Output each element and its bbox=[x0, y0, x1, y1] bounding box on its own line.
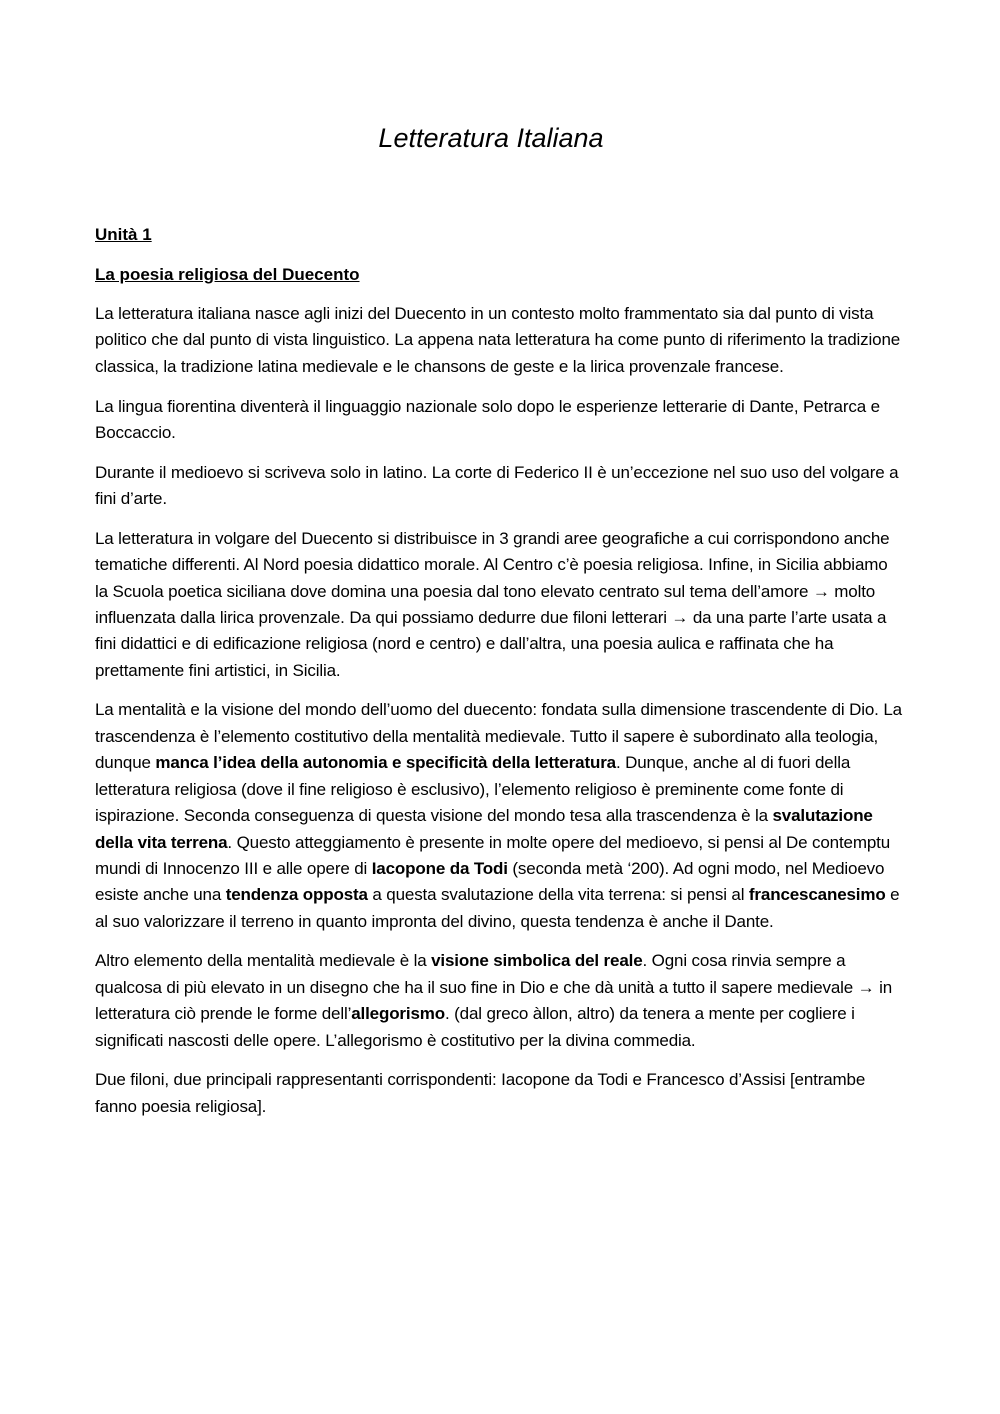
bold-run: Iacopone da Todi bbox=[371, 858, 508, 878]
bold-run: tendenza opposta bbox=[225, 885, 368, 905]
document-title: Letteratura Italiana bbox=[378, 123, 604, 153]
paragraph-geographic-areas: La letteratura in volgare del Duecento si distribuisce in 3 grandi aree geografiche a cui corrispondono anche tematiche differenti. Al Nord poesia didattico morale. Al Centro c’è poesia religiosa. Infine, in Sicilia abbiamo la Scuola poetica siciliana dove domina una poesia dal tono elevato centrato sul tema dell’amore → molto influenzata dalla lirica provenzale. Da qui possiamo dedurre due filoni letterari → da una parte l’arte usata a fini didattici e di edificazione religiosa (nord e centro) e dall’altra, una poesia aulica e raffinata che ha prettamente fini artistici, in Sicilia. bbox=[95, 528, 890, 680]
text-run: a questa svalutazione della vita terrena: si pensi al bbox=[367, 885, 749, 905]
text-run: Altro elemento della mentalità medievale è la bbox=[95, 951, 432, 971]
text-run: . Dunque, anche al di fuori della letteratura religiosa (dove il fine religioso è esclusivo), l’elemento religioso è preminente come fonte di ispirazione. Seconda conseguenza di questa visione del mondo tesa alla trascendenza è la bbox=[95, 753, 851, 826]
bold-run: manca l’idea della autonomia e specificità della letteratura bbox=[155, 753, 616, 773]
text-run: La mentalità e la visione del mondo dell’uomo del duecento: fondata sulla dimensione trascendente di Dio. La trascendenza è l’elemento costitutivo della mentalità medievale. Tutto il sapere è subordinato alla teologia, dunque bbox=[95, 700, 902, 773]
text-run: . (dal greco àllon, altro) da tenera a mente per cogliere i significati nascosti delle opere. L’allegorismo è costitutivo per la divina commedia. bbox=[95, 1004, 855, 1050]
text-run: . Ogni cosa rinvia sempre a qualcosa di più elevato in un disegno che ha il suo fine in Dio e che dà unità a tutto il sapere medievale → in letteratura ciò prende le forme dell’ bbox=[95, 951, 893, 1024]
section-heading: La poesia religiosa del Duecento bbox=[95, 265, 360, 284]
bold-run: allegorismo bbox=[351, 1004, 445, 1024]
text-run: (seconda metà ‘200). Ad ogni modo, nel Medioevo esiste anche una bbox=[95, 858, 885, 905]
bold-run: visione simbolica del reale bbox=[431, 951, 643, 971]
paragraph-two-currents: Due filoni, due principali rappresentanti corrispondenti: Iacopone da Todi e Francesco d’Assisi [entrambe fanno poesia religiosa]. bbox=[95, 1070, 866, 1116]
text-run: . Questo atteggiamento è presente in molte opere del medioevo, si pensi al De contemptu mundi di Innocenzo III e alle opere di bbox=[95, 832, 891, 878]
paragraph-florentine-language: La lingua fiorentina diventerà il linguaggio nazionale solo dopo le esperienze letterarie di Dante, Petrarca e Boccaccio. bbox=[95, 396, 880, 442]
bold-run: svalutazione della vita terrena bbox=[95, 806, 873, 852]
paragraph-latin-and-federico: Durante il medioevo si scriveva solo in latino. La corte di Federico II è un’eccezione nel suo uso del volgare a fini d’arte. bbox=[95, 462, 899, 509]
text-run: e al suo valorizzare il terreno in quanto impronta del divino, questa tendenza è anche il Dante. bbox=[95, 885, 900, 931]
paragraph-origins: La letteratura italiana nasce agli inizi del Duecento in un contesto molto frammentato sia dal punto di vista politico che dal punto di vista linguistico. La appena nata letteratura ha come punto di riferimento la tradizione classica, la tradizione latina medievale e le chansons de geste e la lirica provenzale francese. bbox=[95, 304, 901, 376]
paragraph-symbolic-vision bbox=[95, 948, 905, 1054]
paragraph-medieval-mentality bbox=[95, 697, 905, 935]
document-body bbox=[95, 301, 905, 1133]
bold-run: francescanesimo bbox=[748, 885, 886, 905]
unit-label: Unità 1 bbox=[95, 225, 152, 244]
